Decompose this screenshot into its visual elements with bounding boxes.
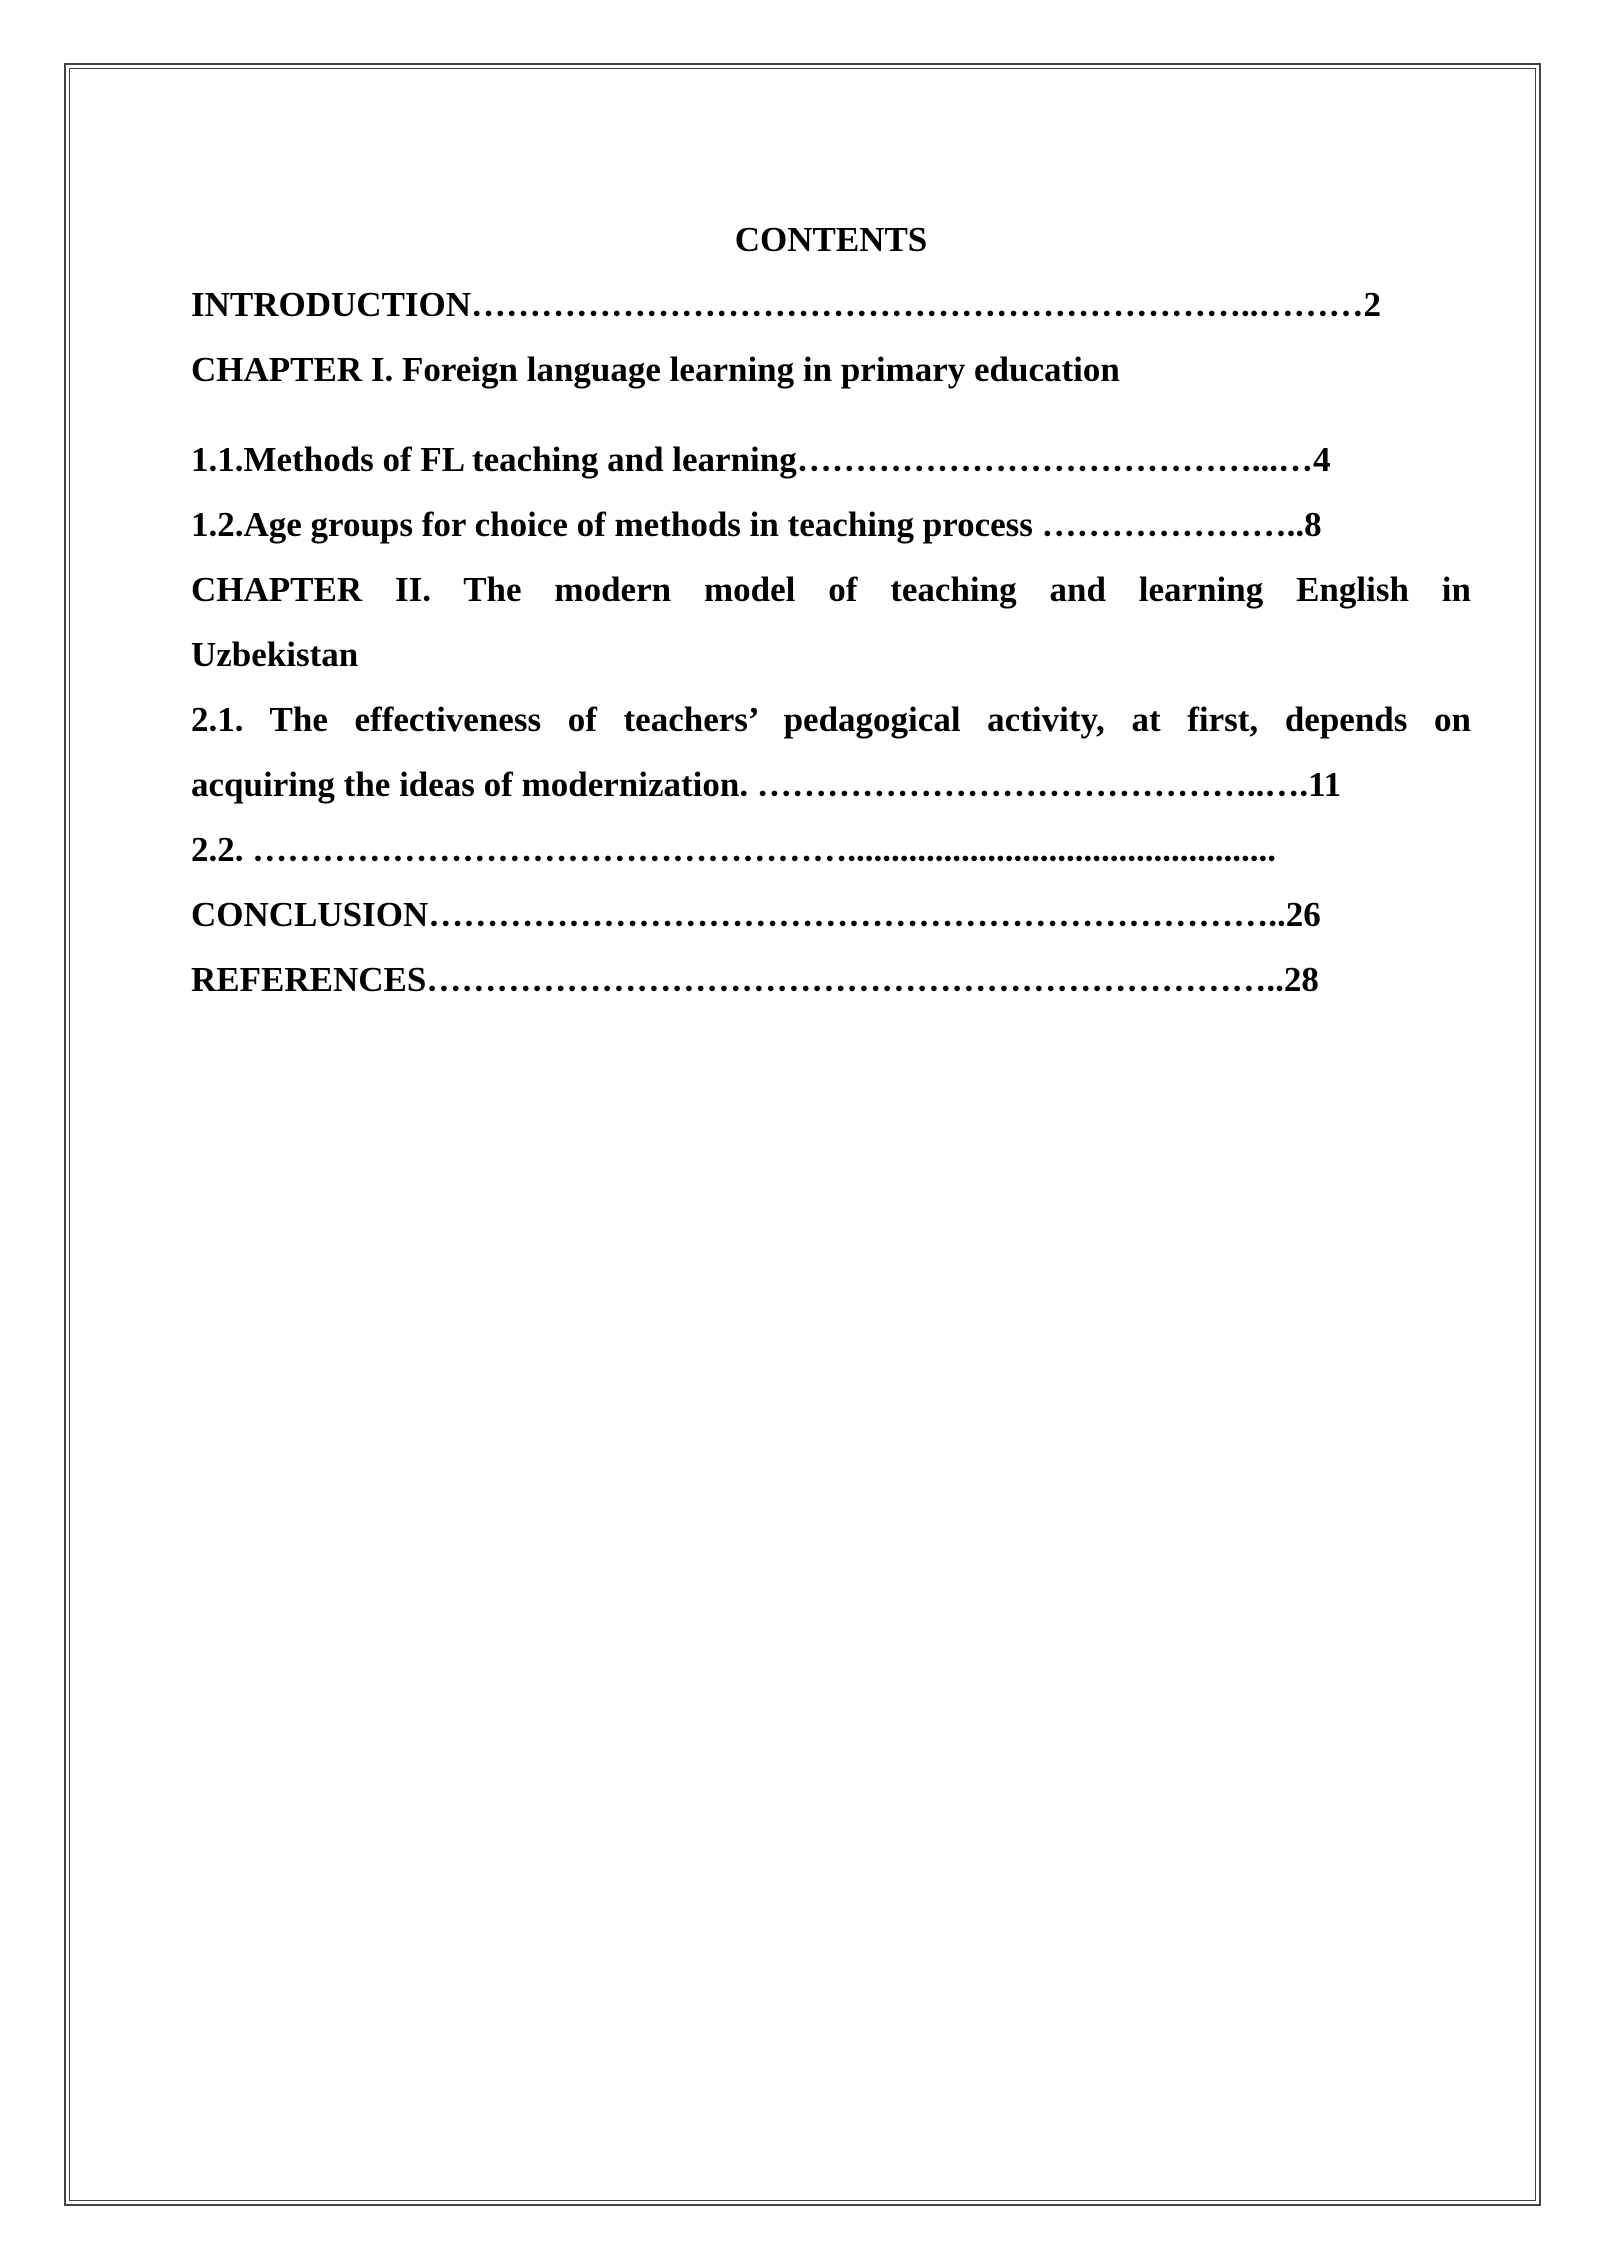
toc-entry-1-2: 1.2.Age groups for choice of methods in teaching process …………………..8	[191, 505, 1322, 544]
toc-entry-introduction: INTRODUCTION…………………………………………………………..………2	[191, 285, 1382, 324]
toc-entry-chapter-2-cont: Uzbekistan	[191, 635, 359, 674]
toc-entry-references: REFERENCES………………………………………………………………..28	[191, 960, 1319, 999]
toc-entry-2-2: 2.2. …………………………………………….................................................	[191, 830, 1276, 869]
toc-entry-1-1: 1.1.Methods of FL teaching and learning…………………………………...…4	[191, 440, 1331, 479]
toc-entry-chapter-1: CHAPTER I. Foreign language learning in primary education	[191, 350, 1120, 389]
toc-entry-2-1: 2.1. The effectiveness of teachers’ pedagogical activity, at first, depends on	[191, 700, 1471, 739]
toc-entry-chapter-2: CHAPTER II. The modern model of teaching and learning English in	[191, 570, 1471, 609]
toc-entry-conclusion: CONCLUSION………………………………………………………………..26	[191, 895, 1321, 934]
contents-title: CONTENTS	[734, 220, 928, 259]
toc-entry-2-1-cont: acquiring the ideas of modernization. ……………………………………..….11	[191, 765, 1342, 804]
